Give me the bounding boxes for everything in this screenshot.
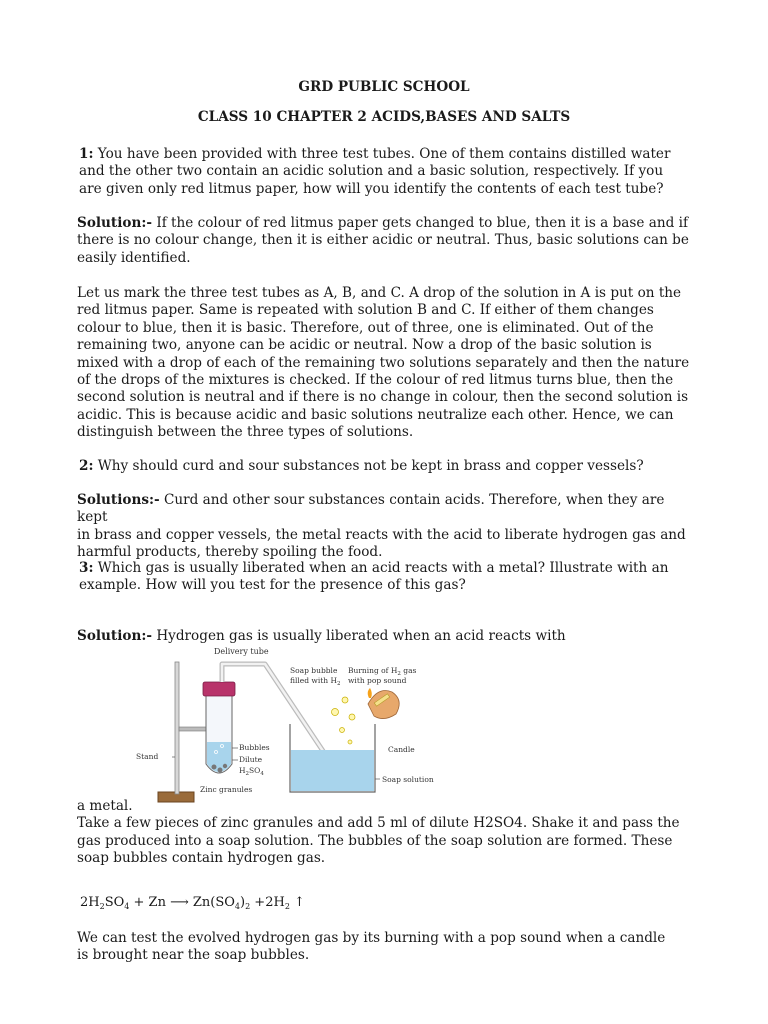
label-zinc-granules: Zinc granules [200,785,253,794]
label-dilute: Dilute [239,755,263,764]
rubber-stopper [203,682,235,696]
stand-rod [175,662,179,794]
flame-icon [368,688,372,698]
label-h2so4: $H_2SO_4$ [239,766,264,777]
answer-1-label: Solution:- [77,215,152,231]
question-3-text: Which gas is usually liberated when an acid reacts with a metal? Illustrate with an example. How will you test for the presence of this gas? [79,560,669,594]
soap-bubble [342,697,348,703]
answer-3-label: Solution:- [77,628,152,644]
label-burning-1: Burning of $H_2$ gas [348,666,417,677]
label-burning-2: with pop sound [348,676,407,685]
question-2-text: Why should curd and sour substances not be kept in brass and copper vessels? [93,458,644,474]
question-1-number: 1: [79,146,94,162]
soap-bubble [349,714,355,720]
question-3-number: 3: [79,560,94,576]
label-soap-solution: Soap solution [382,775,434,784]
label-soap-bubble-1: Soap bubble [290,666,338,675]
hydrogen-test-paragraph: We can test the evolved hydrogen gas by its burning with a pop sound when a candle is brought near the soap bubbles. [77,930,666,964]
question-3 [79,560,693,595]
question-2-number: 2: [79,458,94,474]
label-candle: Candle [388,745,415,754]
dilute-acid [207,742,231,772]
label-soap-bubble-2: filled with $H_2$ [290,676,341,687]
answer-1-continued: Let us mark the three test tubes as A, B, and C. A drop of the solution in A is put on the red litmus paper. Same is repeated with solution B and C. If either of them changes colour to blue, then it is basic. Therefore, out of three, one is eliminated. Out of the remaining two, anyone can be acidic or neutral. Now a drop of the basic solution is mixed with a drop of each of the remaining two solutions separately and then the nature of the drops of the mixtures is checked. If the colour of red litmus turns blue, then the second solution is neutral and if there is no change in colour, then the second solution is acidic. This is because acidic and basic solutions neutralize each other. Hence, we can distinguish between the three types of solutions. [77,285,690,441]
answer-2-text: Curd and other sour substances contain acids. Therefore, when they are kept in brass and copper vessels, the metal reacts with the acid to liberate hydrogen gas and harmful products, thereby spoiling the food. [77,492,686,561]
chapter-title: CLASS 10 CHAPTER 2 ACIDS,BASES AND SALTS [197,109,571,125]
answer-3-text: Hydrogen gas is usually liberated when an acid reacts with [152,628,566,644]
label-stand: Stand [136,752,159,761]
chemical-equation [80,886,340,916]
stand-clamp [179,727,207,731]
soap-solution [291,750,374,791]
question-1 [79,146,693,198]
answer-1 [77,215,691,267]
label-delivery-tube: Delivery tube [214,647,269,656]
answer-2-label: Solutions:- [77,492,160,508]
answer-3-continued: a metal. Take a few pieces of zinc granules and add 5 ml of dilute H2SO4. Shake it and pass the gas produced into a soap solution. The bubbles of the soap solution are formed. These soap bubbles contain hydrogen gas. [77,798,680,867]
hand-holding-candle [368,691,399,719]
zinc-granule [218,768,223,773]
question-1-text: You have been provided with three test tubes. One of them contains distilled water and the other two contain an acidic solution and a basic solution, respectively. If you are given only red litmus paper, how will you identify the contents of each test tube? [79,146,671,197]
label-bubbles: Bubbles [239,743,270,752]
hydrogen-apparatus-diagram [130,642,450,812]
answer-1-text: If the colour of red litmus paper gets changed to blue, then it is a base and if there is no colour change, then it is either acidic or neutral. Thus, basic solutions can be easily identified. [77,215,689,266]
soap-bubble [348,740,352,744]
zinc-granule [212,765,217,770]
school-title: GRD PUBLIC SCHOOL [298,79,470,95]
answer-2 [77,492,691,562]
soap-bubble [340,728,345,733]
soap-bubble [332,709,339,716]
zinc-granule [223,764,227,768]
equation-text: $2H_2SO_4 + Zn$ ⟶ $Zn(SO_4)_2 +2H_2$ ↑ [80,895,305,911]
question-2 [79,458,693,475]
